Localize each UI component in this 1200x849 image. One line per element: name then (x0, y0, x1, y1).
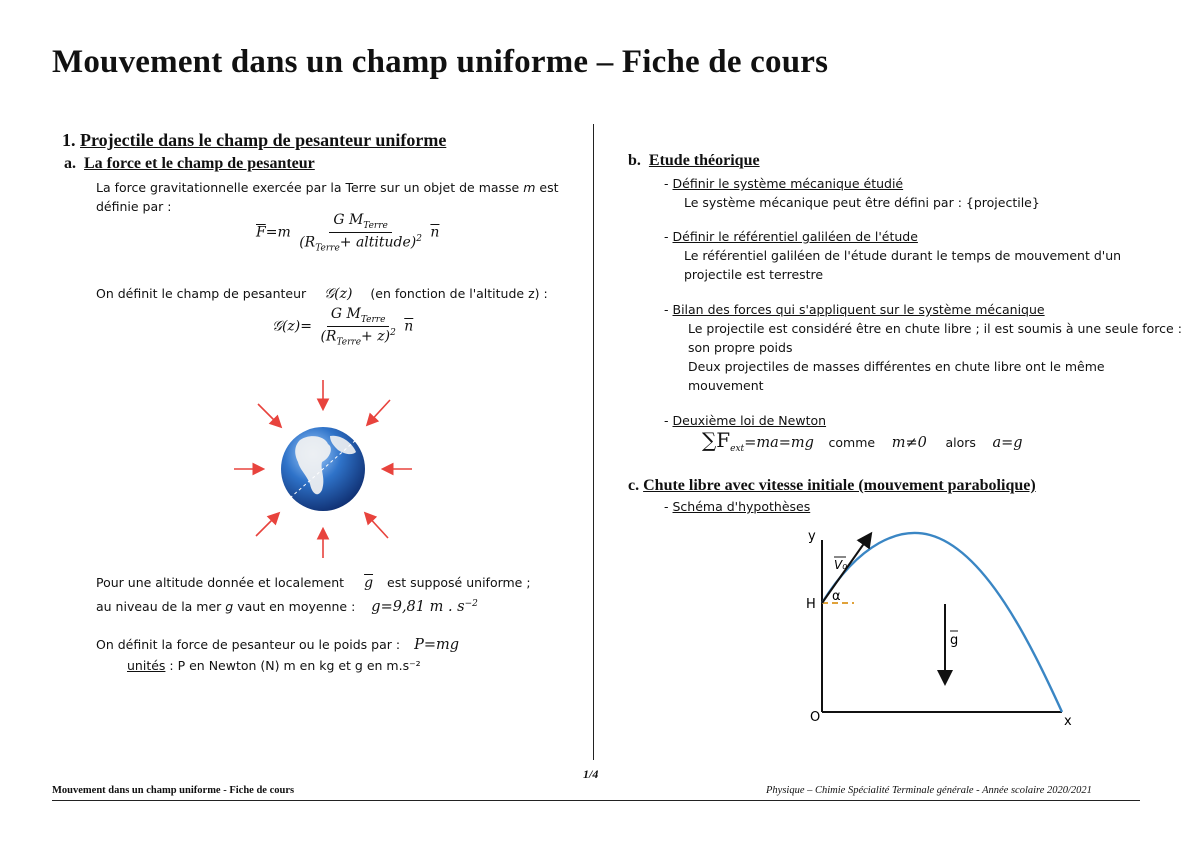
units-text: unités : P en Newton (N) m en kg et g en m.s⁻² (127, 658, 421, 673)
item-forces: - Bilan des forces qui s'appliquent sur le système mécanique Le projectile est considéré être en chute libre ; il est soumis à une seule force : son propre poids Deux projectiles de masses différentes en chute libre ont le même mouvement (664, 302, 1182, 393)
v0-label: V₀ (834, 558, 848, 572)
item-newton: - Deuxième loi de Newton (664, 413, 827, 428)
g-label: g (950, 633, 959, 648)
intro-text: La force gravitationnelle exercée par la Terre sur un objet de masse m est définie par : (96, 180, 559, 214)
earth-gravity-illustration (230, 378, 416, 560)
projectile-diagram (800, 522, 1090, 730)
origin-label: O (810, 710, 821, 725)
uniform-field-text: Pour une altitude donnée et localement $\overline{g}$ est supposé uniforme ; (96, 575, 531, 591)
item-system: - Définir le système mécanique étudié Le système mécanique peut être défini par : {projectile} (664, 176, 1040, 210)
field-definition-text: On définit le champ de pesanteur 𝒢(z) (en fonction de l'altitude z) : (96, 286, 548, 302)
height-label: H (806, 597, 816, 612)
section-1a-heading: a. La force et le champ de pesanteur (64, 155, 315, 172)
y-axis-label: y (808, 529, 816, 544)
page-title: Mouvement dans un champ uniforme – Fiche de cours (52, 44, 829, 80)
sea-level-g-text: au niveau de la mer g vaut en moyenne : g=9,81 m . $s^{-2}$ (96, 599, 478, 616)
weight-definition-text: On définit la force de pesanteur ou le poids par : P=mg (96, 637, 459, 653)
section-1c-heading: c. Chute libre avec vitesse initiale (mouvement parabolique) (628, 477, 1036, 494)
item-schema: - Schéma d'hypothèses (664, 499, 811, 514)
earth-globe (281, 427, 365, 511)
section-1-heading: 1. Projectile dans le champ de pesanteur uniforme (62, 130, 447, 150)
gravity-field-formula: 𝒢(z)= $\frac{G M_{Terre}}{(R_{Terre}+ z)^2}$ $\overline{n}$ (272, 306, 414, 348)
x-axis-label: x (1064, 714, 1072, 729)
column-divider (593, 124, 594, 760)
footer-left: Mouvement dans un champ uniforme - Fiche de cours (52, 785, 295, 796)
gravitational-force-formula: $\overline{F}=m$ $\frac{G M_{Terre}}{(R_{Terre}+ altitude)^2}$ $\overline{n}$ (256, 212, 440, 254)
section-1b-heading: b. Etude théorique (628, 152, 760, 169)
item-referential: - Définir le référentiel galiléen de l'étude Le référentiel galiléen de l'étude durant le temps de mouvement d'un projectile est terrestre (664, 229, 1122, 282)
page-number: 1/4 (583, 767, 599, 781)
footer-right: Physique – Chimie Spécialité Terminale générale - Année scolaire 2020/2021 (766, 785, 1092, 796)
alpha-label: α (832, 589, 841, 604)
newton-formula: $\sum F_{ext}=ma=mg$ comme m≠0 alors a=g (702, 428, 1023, 454)
footer-rule (52, 800, 1140, 801)
trajectory (822, 533, 1062, 712)
